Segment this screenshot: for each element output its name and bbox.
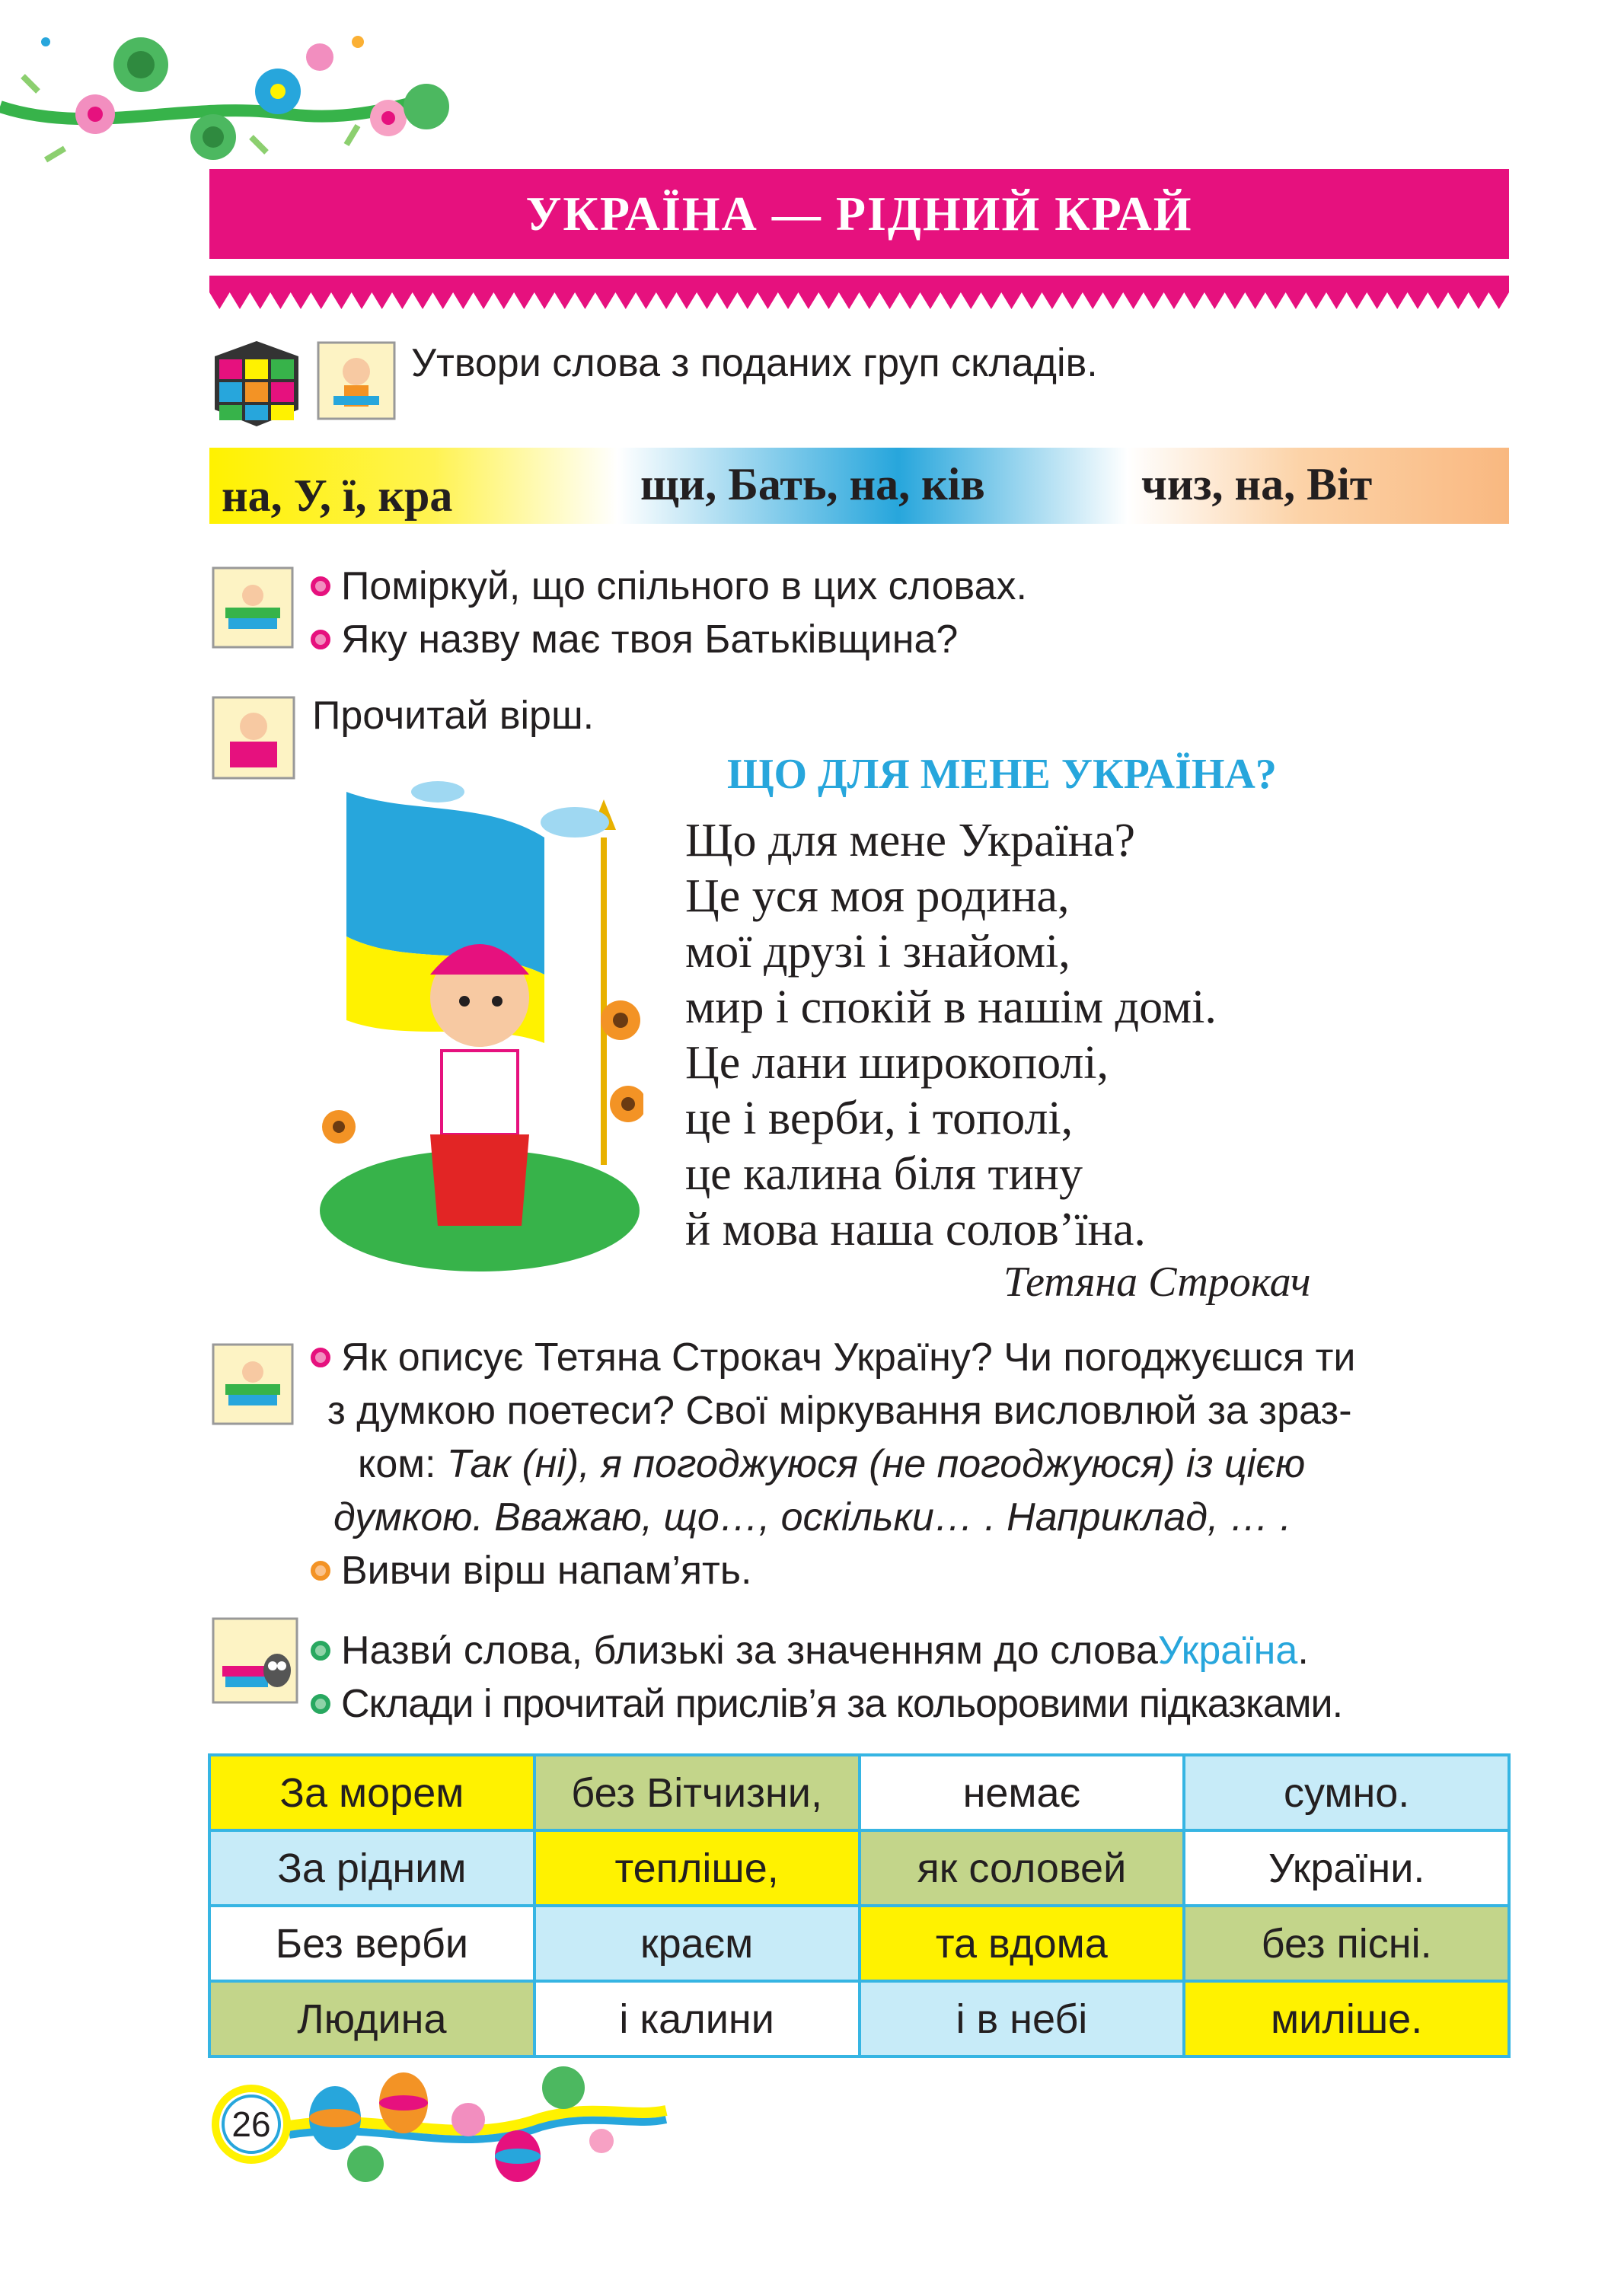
- table-cell: України.: [1184, 1830, 1509, 1906]
- bullet-dot-icon: [311, 1694, 330, 1714]
- rubiks-cube-icon: [207, 333, 306, 431]
- syllable-strip: [209, 448, 1509, 524]
- reading-child-icon: [207, 691, 300, 784]
- table-cell: і в небі: [860, 1981, 1185, 2056]
- table-cell: тепліше,: [534, 1830, 860, 1906]
- proverb-table: [208, 1753, 1511, 2058]
- table-cell: без Вітчизни,: [534, 1755, 860, 1830]
- task4-block: [311, 1331, 1355, 1597]
- task2-bullet-2: Яку назву має твоя Батьківщина?: [311, 613, 1027, 666]
- task5-bullet-2: Склади і прочитай прислів’я за кольоровими підказками.: [311, 1677, 1342, 1731]
- bullet-dot-icon: [311, 1561, 330, 1581]
- table-cell: без пісні.: [1184, 1906, 1509, 1981]
- page-title: УКРАЇНА — РІДНИЙ КРАЙ: [525, 187, 1193, 241]
- syllable-group-2: [617, 448, 1128, 524]
- table-cell: сумно.: [1184, 1755, 1509, 1830]
- table-cell: немає: [860, 1755, 1185, 1830]
- table-cell: краєм: [534, 1906, 860, 1981]
- syllable-group-3: [1128, 448, 1509, 524]
- poem-title: ЩО ДЛЯ МЕНЕ УКРАЇНА?: [727, 751, 1277, 798]
- task3-instruction: Прочитай вірш.: [312, 694, 595, 738]
- task5-bullets: [311, 1624, 1342, 1731]
- task4-line-3: ком: Так (ні), я погоджуюся (не погоджуюся) із цією: [358, 1442, 1306, 1486]
- easter-egg-decoration-bottom: [289, 2065, 670, 2187]
- table-cell: Людина: [209, 1981, 534, 2056]
- poem-line: Це уся моя родина,: [685, 870, 1070, 922]
- table-cell: як соловей: [860, 1830, 1185, 1906]
- poem-line: це і верби, і тополі,: [685, 1093, 1074, 1144]
- poem-author: Тетяна Строкач: [1003, 1259, 1311, 1306]
- task4-question: Як описує Тетяна Строкач Україну? Чи погоджуєшся ти: [311, 1331, 1355, 1384]
- poem-line: це калина біля тину: [685, 1148, 1083, 1200]
- table-cell: За морем: [209, 1755, 534, 1830]
- ukrainian-child-flag-illustration: [316, 769, 643, 1271]
- floral-decoration-top: [0, 23, 457, 175]
- poem-body: [685, 813, 1217, 1258]
- bullet-dot-icon: [311, 630, 330, 649]
- zigzag-divider: [209, 276, 1509, 315]
- poem-line: Що для мене Україна?: [685, 815, 1136, 866]
- poem-line: Це лани широкополі,: [685, 1037, 1109, 1089]
- task4-bullet-2: Вивчи вірш напам’ять.: [311, 1544, 1355, 1597]
- bullet-dot-icon: [311, 576, 330, 596]
- table-cell: та вдома: [860, 1906, 1185, 1981]
- task5-bullet-1: Назви́ слова, близькі за значенням до слова Україна .: [311, 1624, 1342, 1677]
- table-cell: і калини: [534, 1981, 860, 2056]
- books-note-icon: [207, 562, 298, 653]
- syllable-group-1: [209, 448, 617, 524]
- poem-line: мир і спокій в нашім домі.: [685, 981, 1217, 1033]
- table-cell: За рідним: [209, 1830, 534, 1906]
- page-number-badge: [212, 2085, 291, 2164]
- syllable-group-1-text: на, У, ї, кра: [222, 470, 453, 521]
- page-number: 26: [222, 2095, 281, 2154]
- syllable-group-2-text: щи, Бать, на, ків: [640, 458, 985, 509]
- table-row: [209, 1755, 1509, 1830]
- table-row: [209, 1981, 1509, 2056]
- table-cell: миліше.: [1184, 1981, 1509, 2056]
- table-row: [209, 1906, 1509, 1981]
- poem-line: мої друзі і знайомі,: [685, 926, 1070, 978]
- task4-line-2: з думкою поетеси? Свої міркування висловлюй за зраз-: [327, 1389, 1352, 1433]
- task2-bullets: [311, 560, 1027, 666]
- owl-books-icon: [207, 1613, 303, 1709]
- title-banner: [209, 169, 1509, 259]
- student-note-icon: [314, 335, 399, 425]
- bullet-dot-icon: [311, 1641, 330, 1661]
- task4-line-4: думкою. Вважаю, що…, оскільки… . Наприклад, … .: [333, 1495, 1291, 1539]
- bullet-dot-icon: [311, 1348, 330, 1367]
- syllable-group-3-text: чиз, на, Віт: [1141, 458, 1373, 509]
- table-cell: Без верби: [209, 1906, 534, 1981]
- table-row: [209, 1830, 1509, 1906]
- task2-bullet-1: Поміркуй, що спільного в цих словах.: [311, 560, 1027, 613]
- task1-instruction: Утвори слова з поданих груп складів.: [411, 341, 1098, 385]
- books-note-icon: [207, 1338, 298, 1430]
- poem-line: й мова наша солов’їна.: [685, 1204, 1146, 1255]
